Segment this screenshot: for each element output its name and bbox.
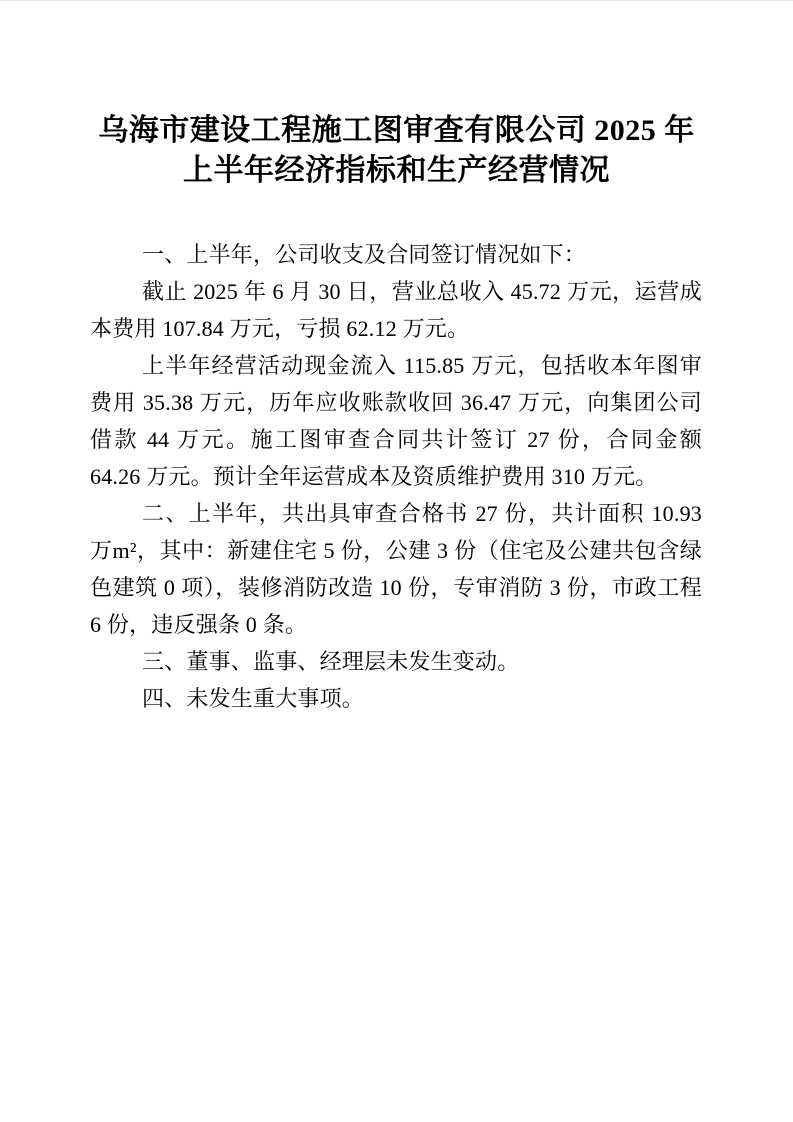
paragraph-income-intro: 一、上半年，公司收支及合同签订情况如下： bbox=[142, 242, 587, 267]
paragraph-revenue-summary: 截止 2025 年 6 月 30 日，营业总收入 45.72 万元，运营成本费用 107.84 万元，亏损 62.12 万元。 bbox=[90, 279, 702, 341]
document-title-line-1: 乌海市建设工程施工图审查有限公司 2025 年 bbox=[98, 114, 695, 147]
paragraph-management-changes: 三、董事、监事、经理层未发生变动。 bbox=[142, 649, 520, 674]
paragraph-review-certificates: 二、上半年，共出具审查合格书 27 份，共计面积 10.93 万m²，其中：新建住宅 5 份，公建 3 份（住宅及公建共包含绿色建筑 0 项），装修消防改造 10 份，专审消防 3 份，市政工程 6 份，违反强条 0 条。 bbox=[90, 501, 702, 637]
document-body bbox=[90, 236, 702, 717]
document-title bbox=[60, 111, 733, 191]
document-title-line-2: 上半年经济指标和生产经营情况 bbox=[183, 154, 610, 187]
paragraph-cashflow-contracts: 上半年经营活动现金流入 115.85 万元，包括收本年图审费用 35.38 万元，历年应收账款收回 36.47 万元，向集团公司借款 44 万元。施工图审查合同共计签订 27 份，合同金额 64.26 万元。预计全年运营成本及资质维护费用 310 万元。 bbox=[90, 353, 702, 489]
paragraph-major-events: 四、未发生重大事项。 bbox=[142, 686, 365, 711]
